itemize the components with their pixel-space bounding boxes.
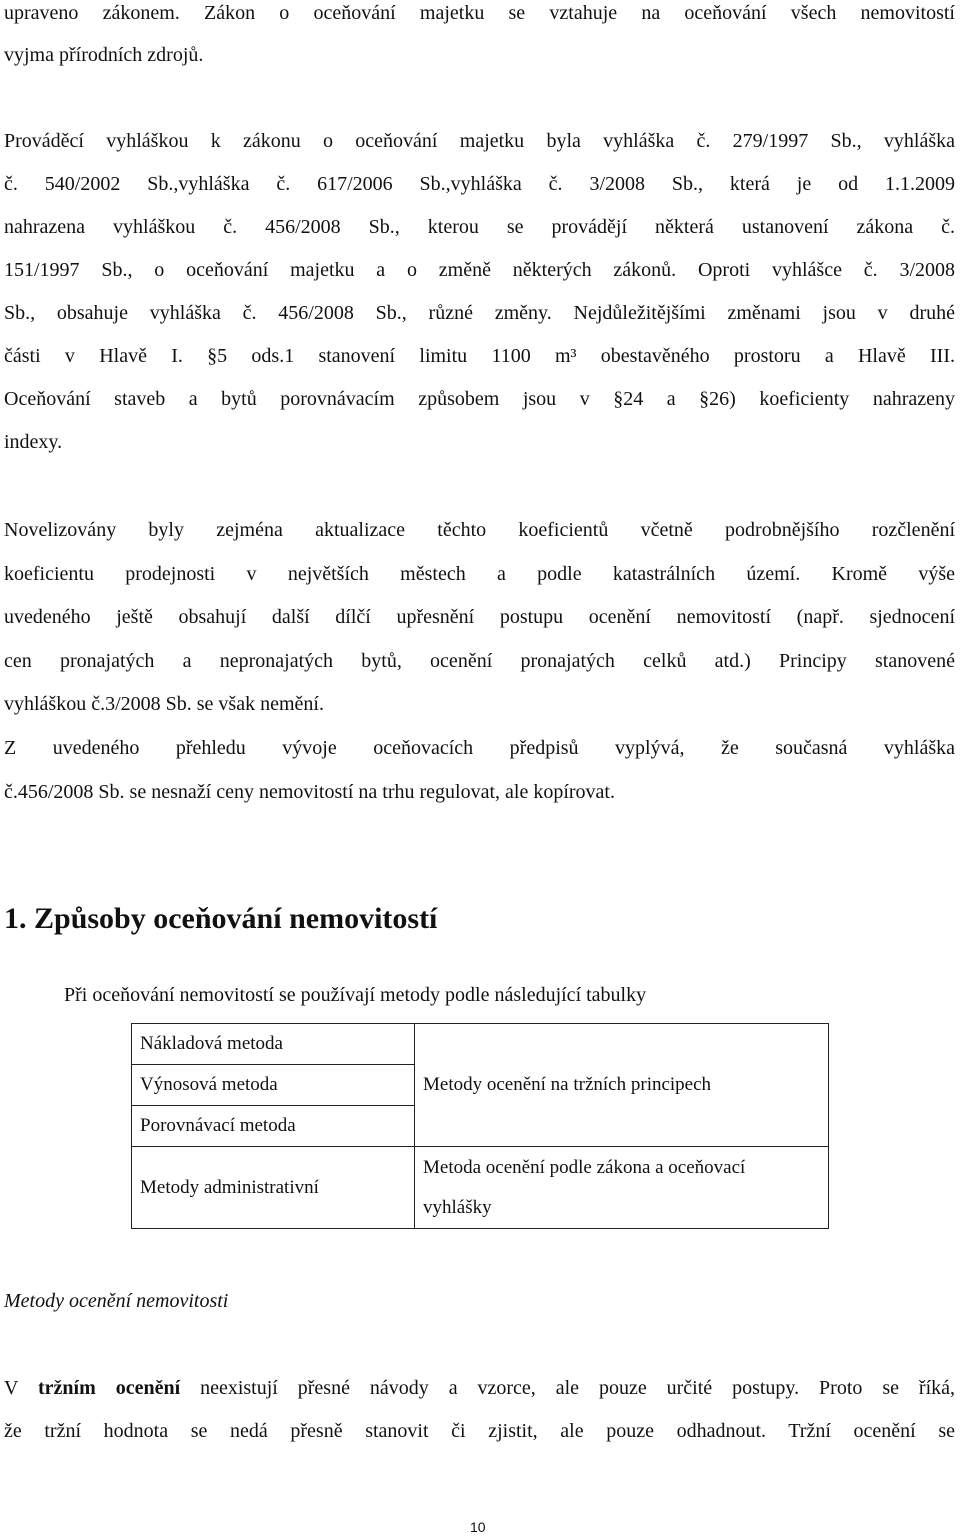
section-heading: 1. Způsoby oceňování nemovitostí <box>4 902 438 935</box>
method-label: Metody administrativní <box>140 1176 319 1198</box>
law-methods-label-line1: Metoda ocenění podle zákona a oceňovací <box>423 1156 746 1178</box>
text-run: neexistují přesné návody a vzorce, ale pouze určité postupy. Proto se říká, <box>180 1377 956 1399</box>
paragraph-line: že tržní hodnota se nedá přesně stanovit či zjistit, ale pouze odhadnout. Tržní ocenění se <box>4 1420 955 1442</box>
paragraph-line: uvedeného ještě obsahují další dílčí upřesnění postupu ocenění nemovitostí (např. sjednocení <box>4 606 955 628</box>
subsection-title: Metody ocenění nemovitosti <box>4 1290 229 1312</box>
paragraph-line: Z uvedeného přehledu vývoje oceňovacích předpisů vyplývá, že současná vyhláška <box>4 737 955 759</box>
table-row <box>132 1024 829 1065</box>
paragraph-line: koeficientu prodejnosti v největších městech a podle katastrálních území. Kromě výše <box>4 563 955 585</box>
page-number: 10 <box>470 1519 486 1535</box>
paragraph-line: Prováděcí vyhláškou k zákonu o oceňování majetku byla vyhláška č. 279/1997 Sb., vyhláška <box>4 130 955 152</box>
paragraph-line: č. 540/2002 Sb.,vyhláška č. 617/2006 Sb.,vyhláška č. 3/2008 Sb., která je od 1.1.2009 <box>4 173 955 195</box>
paragraph-line: cen pronajatých a nepronajatých bytů, ocenění pronajatých celků atd.) Principy stanovené <box>4 650 955 672</box>
table-cell-method <box>132 1024 415 1065</box>
table-cell-method <box>132 1106 415 1147</box>
paragraph-line: č.456/2008 Sb. se nesnaží ceny nemovitostí na trhu regulovat, ale kopírovat. <box>4 781 615 803</box>
methods-table <box>131 1023 829 1229</box>
table-row <box>132 1147 829 1229</box>
paragraph-line: vyjma přírodních zdrojů. <box>4 44 204 66</box>
bold-term: tržním ocenění <box>38 1377 181 1399</box>
paragraph-line: indexy. <box>4 431 63 453</box>
paragraph-line: Novelizovány byly zejména aktualizace těchto koeficientů včetně podrobnějšího rozčlenění <box>4 519 955 541</box>
table-cell-market <box>415 1024 829 1147</box>
text-run: V <box>4 1377 39 1399</box>
paragraph-line: vyhláškou č.3/2008 Sb. se však nemění. <box>4 693 324 715</box>
paragraph-line: 151/1997 Sb., o oceňování majetku a o změně některých zákonů. Oproti vyhlášce č. 3/2008 <box>4 259 955 281</box>
table-cell-method <box>132 1147 415 1229</box>
paragraph-line <box>4 1378 955 1398</box>
table-cell-law <box>415 1147 829 1229</box>
method-label: Nákladová metoda <box>140 1033 283 1054</box>
section-intro: Při oceňování nemovitostí se používají metody podle následující tabulky <box>64 984 647 1006</box>
paragraph-line: upraveno zákonem. Zákon o oceňování majetku se vztahuje na oceňování všech nemovitostí <box>4 2 955 24</box>
paragraph-line: Oceňování staveb a bytů porovnávacím způsobem jsou v §24 a §26) koeficienty nahrazeny <box>4 388 955 410</box>
method-label: Výnosová metoda <box>140 1074 278 1095</box>
paragraph-line: Sb., obsahuje vyhláška č. 456/2008 Sb., různé změny. Nejdůležitějšími změnami jsou v druhé <box>4 302 955 324</box>
method-label: Porovnávací metoda <box>140 1115 296 1136</box>
paragraph-line: nahrazena vyhláškou č. 456/2008 Sb., kterou se provádějí některá ustanovení zákona č. <box>4 216 955 238</box>
table-cell-method <box>132 1065 415 1106</box>
paragraph-line: části v Hlavě I. §5 ods.1 stanovení limitu 1100 m³ obestavěného prostoru a Hlavě III. <box>4 345 955 367</box>
market-methods-label: Metody ocenění na tržních principech <box>423 1074 712 1095</box>
law-methods-label-line2: vyhlášky <box>423 1196 492 1218</box>
